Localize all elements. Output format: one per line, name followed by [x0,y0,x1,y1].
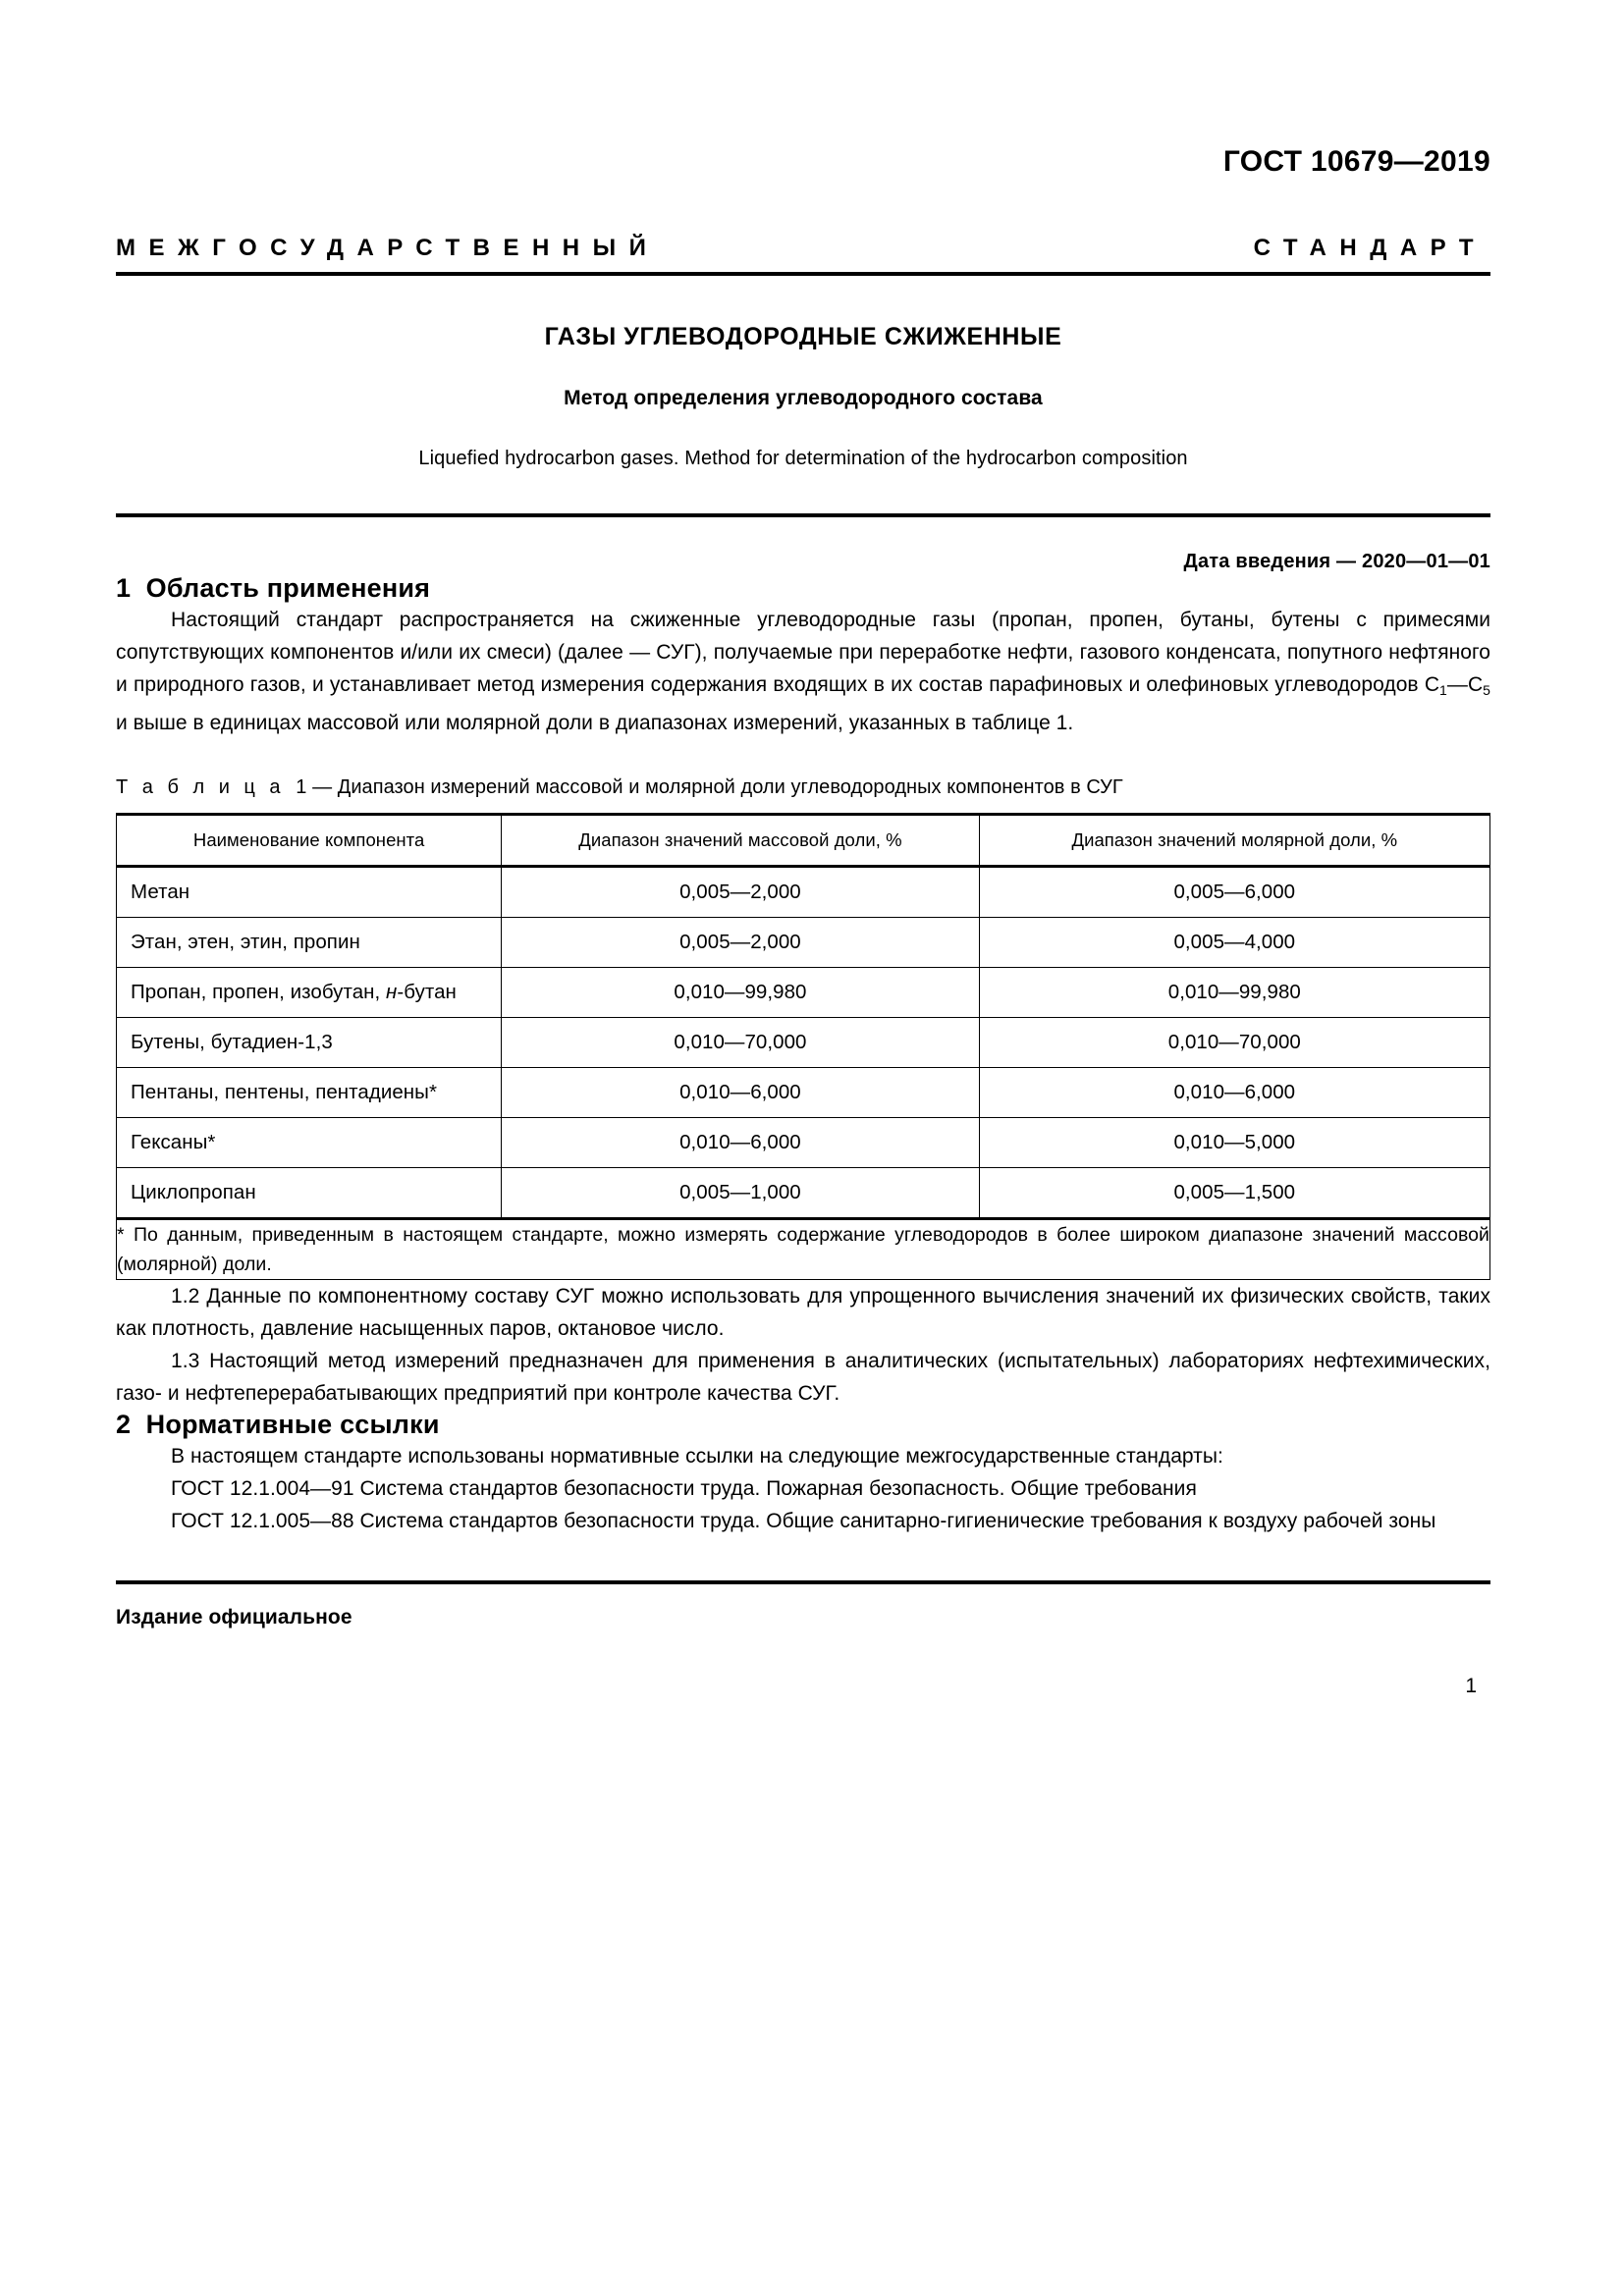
cell-name-post: -бутан [397,981,457,1003]
paragraph-1-1 [116,604,1490,739]
document-subtitle: Метод определения углеводородного состава [564,387,1043,409]
document-title-english: Liquefied hydrocarbon gases. Method for determination of the hydrocarbon composition [418,448,1188,469]
paragraph-1-2: 1.2 Данные по компонентному составу СУГ можно использовать для упрощенного вычисления значений их физических свойств, таких как плотность, давление насыщенных паров, октановое число. [116,1285,1490,1340]
table-1-head [117,815,1490,867]
cell-mass-fraction: 0,010—99,980 [502,968,979,1018]
official-edition-note: Издание официальное [116,1606,352,1629]
section-1-title: Область применения [145,573,431,603]
page-content [116,0,1490,1698]
table-row [117,1118,1490,1168]
cell-mass-fraction: 0,005—2,000 [502,918,979,968]
column-header-component: Наименование компонента [117,815,502,867]
document-number: ГОСТ 10679—2019 [1222,145,1490,178]
standard-banner-word-2: СТАНДАРТ [1253,235,1487,261]
cell-molar-fraction: 0,005—4,000 [979,918,1489,968]
column-header-mass-fraction: Диапазон значений массовой доли, % [502,815,979,867]
cell-molar-fraction: 0,005—6,000 [979,867,1489,918]
cell-molar-fraction: 0,010—5,000 [979,1118,1489,1168]
section-2-title: Нормативные ссылки [145,1410,440,1439]
cell-molar-fraction: 0,010—6,000 [979,1068,1489,1118]
section-2-heading [116,1410,1490,1440]
table-1-body [117,867,1490,1280]
paragraph-1-1-text-a: Настоящий стандарт распространяется на сжиженные углеводородные газы (пропан, пропен, бутаны, бутены с примесями сопутствующих компонентов и/или их смеси) (далее — СУГ), получаемые при переработке нефти, газового конденсата, попутного нефтяного и природного газов, и устанавливает метод измерения содержания входящих в их состав парафиновых и олефиновых углеводородов С [116,609,1490,696]
subscript-c1: 1 [1439,682,1447,698]
table-row [117,968,1490,1018]
cell-molar-fraction: 0,005—1,500 [979,1168,1489,1219]
cell-component-name: Пентаны, пентены, пентадиены* [117,1068,502,1118]
section-2-number: 2 [116,1410,132,1439]
title-block [116,323,1490,470]
table-row [117,1068,1490,1118]
column-header-molar-fraction: Диапазон значений молярной доли, % [979,815,1489,867]
table-footnote-row [117,1219,1490,1280]
paragraph-1-1-text-b: и выше в единицах массовой или молярной доли в диапазонах измерений, указанных в таблице 1. [116,712,1074,734]
cell-mass-fraction: 0,010—6,000 [502,1068,979,1118]
table-caption-number: 1 [296,776,307,798]
header-divider [116,272,1490,276]
document-title: ГАЗЫ УГЛЕВОДОРОДНЫЕ СЖИЖЕННЫЕ [544,323,1062,350]
title-divider-wrap [116,513,1490,517]
cell-name-pre: Пропан, пропен, изобутан, [131,981,387,1003]
standard-banner [116,235,1490,262]
cell-mass-fraction: 0,010—70,000 [502,1018,979,1068]
section-2-intro: В настоящем стандарте использованы нормативные ссылки на следующие межгосударственные стандарты: [171,1445,1223,1468]
cell-component-name: Бутены, бутадиен-1,3 [117,1018,502,1068]
normative-reference-item: ГОСТ 12.1.005—88 Система стандартов безопасности труда. Общие санитарно-гигиенические требования к воздуху рабочей зоны [171,1510,1436,1532]
cell-component-name: Метан [117,867,502,918]
page-number: 1 [1465,1675,1477,1697]
table-row [117,1168,1490,1219]
standard-banner-word-1: МЕЖГОСУДАРСТВЕННЫЙ [116,235,660,261]
table-row [117,867,1490,918]
cell-mass-fraction: 0,005—1,000 [502,1168,979,1219]
paragraph-1-1-dash: —С [1446,673,1484,696]
cell-mass-fraction: 0,005—2,000 [502,867,979,918]
section-1-number: 1 [116,573,132,603]
normative-reference-item: ГОСТ 12.1.004—91 Система стандартов безопасности труда. Пожарная безопасность. Общие требования [171,1477,1197,1500]
cell-molar-fraction: 0,010—99,980 [979,968,1489,1018]
table-1-caption [116,776,1490,799]
paragraph-1-3: 1.3 Настоящий метод измерений предназначен для применения в аналитических (испытательных) лабораториях нефтехимических, газо- и нефтеперерабатывающих предприятий при контроле качества СУГ. [116,1350,1490,1405]
cell-component-name [117,968,502,1018]
table-caption-text: — Диапазон измерений массовой и молярной доли углеводородных компонентов в СУГ [312,776,1123,798]
table-footnote: * По данным, приведенным в настоящем стандарте, можно измерять содержание углеводородов в более широком диапазоне значений массовой (молярной) доли. [117,1219,1490,1280]
cell-mass-fraction: 0,010—6,000 [502,1118,979,1168]
cell-component-name: Циклопропан [117,1168,502,1219]
effective-date: Дата введения — 2020—01—01 [1183,551,1490,572]
section-1-heading [116,573,1490,604]
subscript-c5: 5 [1483,682,1490,698]
table-row [117,918,1490,968]
cell-name-italic: н [386,981,398,1003]
cell-component-name: Гексаны* [117,1118,502,1168]
footer-divider [116,1580,1490,1584]
cell-molar-fraction: 0,010—70,000 [979,1018,1489,1068]
cell-component-name: Этан, этен, этин, пропин [117,918,502,968]
table-row [117,1018,1490,1068]
table-1 [116,813,1490,1280]
title-divider [116,513,1490,517]
table-caption-label: Т а б л и ц а [116,776,286,798]
table-header-row [117,815,1490,867]
